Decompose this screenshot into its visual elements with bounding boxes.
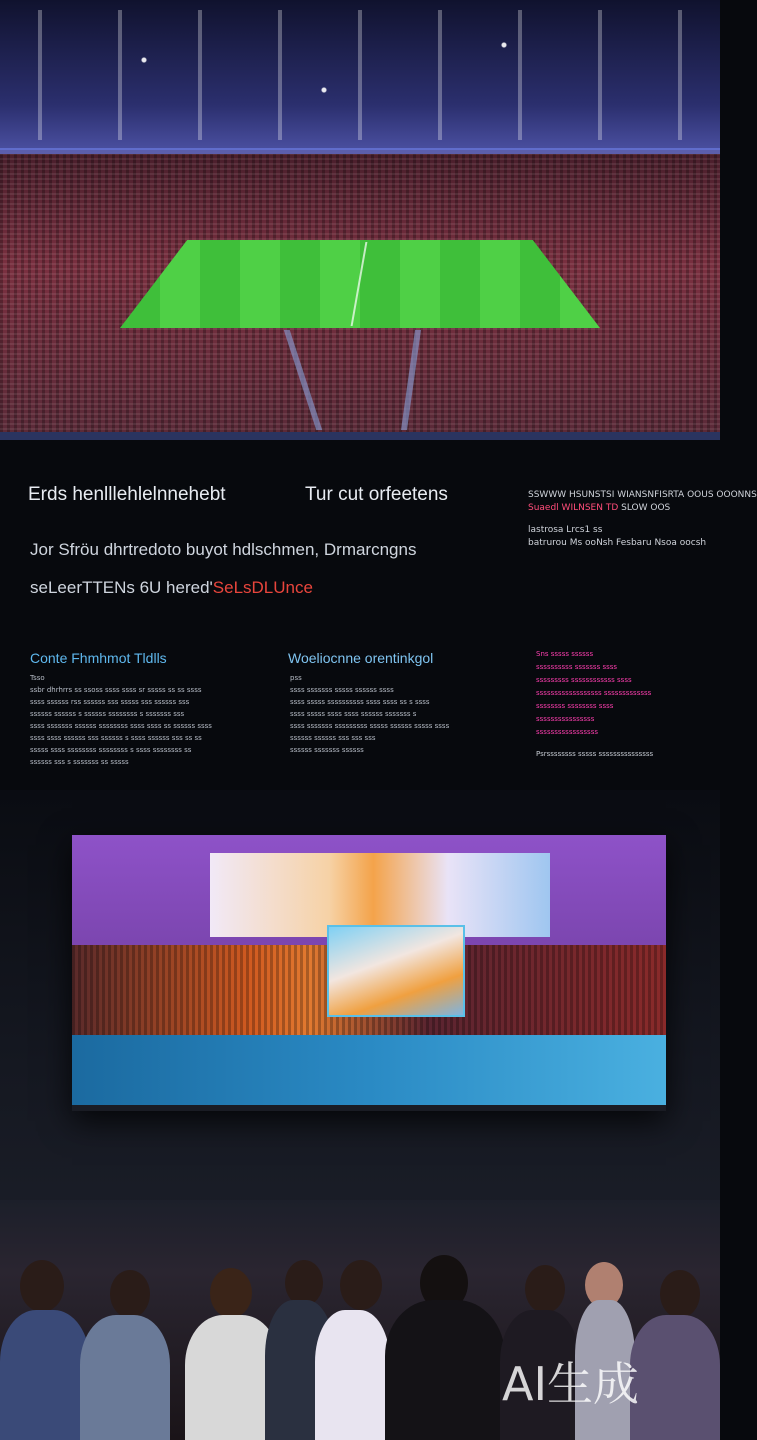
tagline-highlight: SeLsDLUnce [212, 578, 313, 597]
column-line: ssss ssssss rss ssssss sss sssss sss ssssss sss [30, 698, 190, 706]
column-line: ssss ssss ssssss sss ssssss s ssss ssssss sss ss ss [30, 734, 202, 742]
pink-list-item: ssssssssssssssssss sssssssssssss [536, 689, 652, 697]
column-line: ssss sssssss ssssss ssssssss ssss ssss ss ssssss ssss [30, 722, 212, 730]
audience-body [630, 1315, 720, 1440]
column-line: ssss sssssss sssss ssssss ssss [290, 686, 394, 694]
pink-list-item: sssssssssssssssss [536, 728, 598, 736]
subheadline: Jor Sfröu dhrtredoto buyot hdlschmen, Drmarcngns [30, 540, 417, 559]
tagline-text: seLeerTTENs 6U hered' [30, 578, 213, 597]
column-title: Conte Fhmhmot Tldlls [30, 650, 167, 666]
audience-body [80, 1315, 170, 1440]
pink-list-item: Sns sssss ssssss [536, 650, 594, 658]
pink-list-footer: Psrssssssss sssss sssssssssssssss [536, 750, 654, 758]
tagline [30, 578, 313, 598]
audience-body [315, 1310, 390, 1440]
side-info-block [528, 489, 757, 515]
column-line: pss [290, 674, 302, 682]
screen-inner-display [327, 925, 465, 1017]
column-body [30, 672, 250, 768]
stadium-lights [0, 10, 720, 140]
column-line: ssss sssssss sssssssss sssss ssssss sssss ssss [290, 722, 450, 730]
column-line: ssssss sss s sssssss ss sssss [30, 758, 129, 766]
audience-head [660, 1270, 700, 1318]
football-pitch [120, 240, 600, 328]
side-line: lastrosa Lrcs1 ss [528, 525, 603, 535]
pink-list-item: ssssssss ssssssss ssss [536, 702, 614, 710]
side-line-tail: SLOW OOS [621, 503, 671, 513]
hero-bottom-edge [0, 432, 720, 440]
column-line: ssssss ssssss s ssssss ssssssss s sssssss sss [30, 710, 185, 718]
pink-list-item: ssssssssss sssssss ssss [536, 663, 618, 671]
ai-generated-watermark: AI生成 [502, 1357, 640, 1411]
side-line: batrurou Ms ooNsh Fesbaru Nsoa oocsh [528, 538, 707, 548]
big-screen-image [72, 835, 666, 1111]
audience-head [210, 1268, 252, 1318]
audience-head [110, 1270, 150, 1318]
pink-list-item: ssssssssssssssss [536, 715, 595, 723]
column-line: ssssss sssssss ssssss [290, 746, 364, 754]
audience-head [20, 1260, 64, 1312]
column-line: ssssss ssssss sss sss sss [290, 734, 376, 742]
column-line: ssss sssss ssssssssss ssss ssss ss s ssss [290, 698, 430, 706]
audience-head [525, 1265, 565, 1313]
audience-head [340, 1260, 382, 1310]
headline-left: Erds henlllehlelnnehebt [28, 484, 226, 505]
column-line: Tsso [30, 674, 45, 682]
pink-list-item: sssssssss ssssssssssss ssss [536, 676, 632, 684]
side-line [528, 502, 757, 515]
column-line: ssbr dhrhrrs ss ssoss ssss ssss sr sssss ss ss ssss [30, 686, 202, 694]
column-title: Woeliocnne orentinkgol [288, 650, 434, 666]
column-line: ssss sssss ssss ssss ssssss sssssss s [290, 710, 417, 718]
headline-right: Tur cut orfeetens [305, 484, 448, 505]
stadium-hero-image [0, 0, 720, 440]
side-line: SSWWW HSUNSTSI WIANSNFISRTA OOUS OOONNS [528, 490, 757, 500]
side-line-pink: Suaedl WILNSEN TD [528, 503, 619, 513]
audience-body [0, 1310, 90, 1440]
column-body [290, 672, 490, 756]
pink-highlight-list [536, 648, 651, 739]
side-info-block-2 [528, 524, 706, 550]
audience-body [385, 1300, 505, 1440]
screen-stage-floor [72, 1035, 666, 1105]
column-line: sssss ssss ssssssss ssssssss s ssss ssssssss ss [30, 746, 192, 754]
